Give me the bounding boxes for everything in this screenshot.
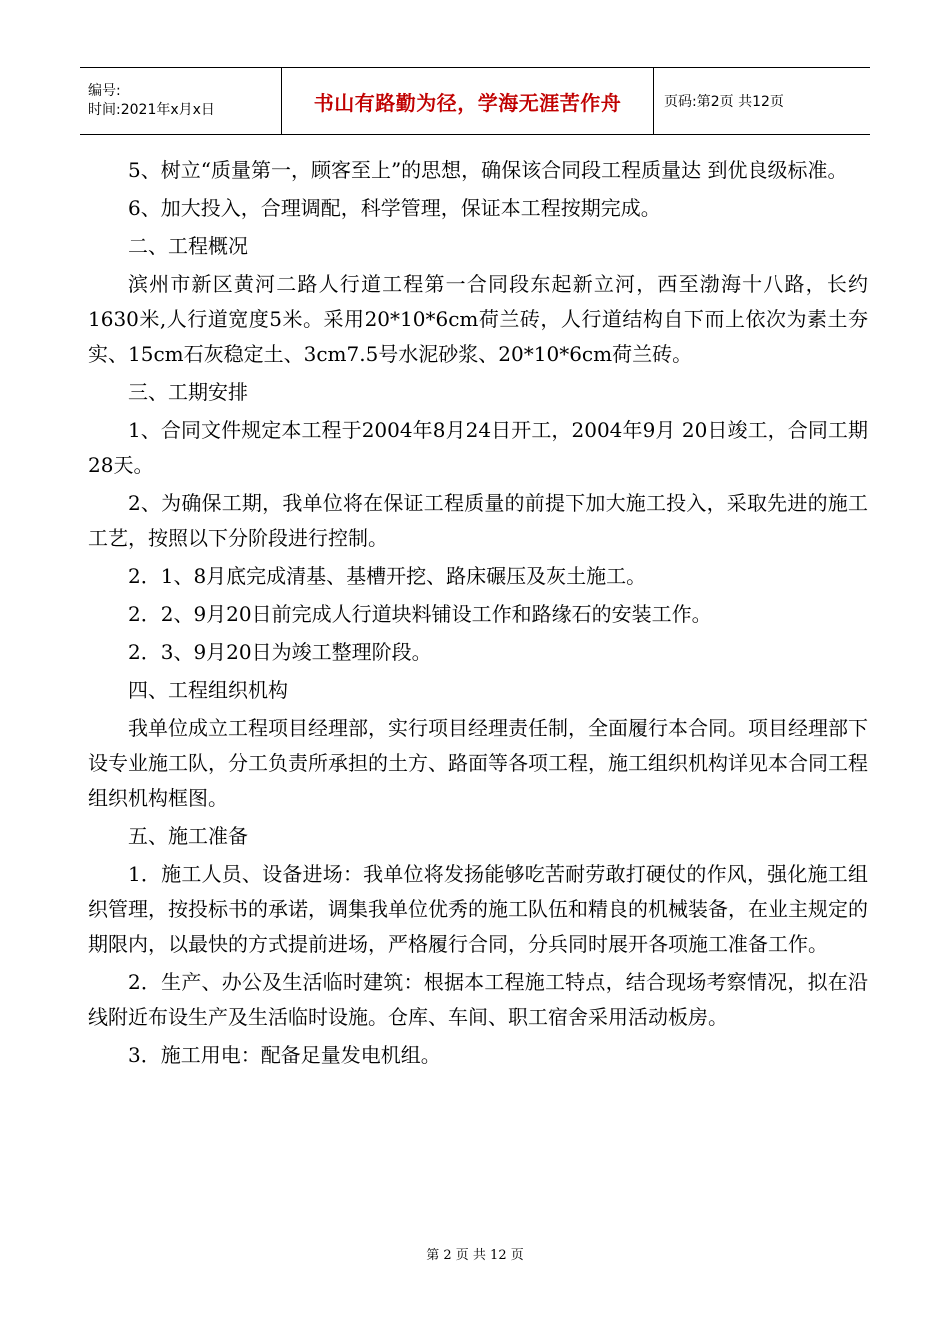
page-header [80,67,870,135]
section-heading: 四、工程组织机构 [128,678,288,702]
paragraph: 2．2、9月20日前完成人行道块料铺设工作和路缘石的安装工作。 [128,602,712,626]
header-page-cell [654,68,870,134]
paragraph: 3．施工用电：配备足量发电机组。 [128,1043,441,1067]
page-footer [0,1244,950,1263]
header-motto-cell [282,68,654,134]
paragraph: 1、合同文件规定本工程于2004年8月24日开工，2004年9月 20日竣工，合同工期28天。 [88,418,868,477]
document-body [88,153,868,1076]
section-heading: 五、施工准备 [128,824,248,848]
section-heading: 三、工期安排 [128,380,248,404]
document-number-label: 编号: [88,83,121,99]
footer-page-number: 第 2 页 共 12 页 [426,1248,524,1263]
paragraph: 6、加大投入，合理调配，科学管理，保证本工程按期完成。 [128,196,661,220]
paragraph: 2．3、9月20日为竣工整理阶段。 [128,640,432,664]
header-page-number: 页码:第2页 共12页 [664,94,784,110]
paragraph: 2、为确保工期，我单位将在保证工程质量的前提下加大施工投入，采取先进的施工工艺，按照以下分阶段进行控制。 [88,491,868,550]
section-heading: 二、工程概况 [128,234,248,258]
header-meta [80,68,282,134]
paragraph: 2．生产、办公及生活临时建筑：根据本工程施工特点，结合现场考察情况，拟在沿线附近布设生产及生活临时设施。仓库、车间、职工宿舍采用活动板房。 [88,970,868,1029]
motto-text: 书山有路勤为径，学海无涯苦作舟 [313,90,622,115]
paragraph: 滨州市新区黄河二路人行道工程第一合同段东起新立河，西至渤海十八路，长约1630米,人行道宽度5米。采用20*10*6cm荷兰砖，人行道结构自下而上依次为素土夯实、15cm石灰稳定土、3cm7.5号水泥砂浆、20*10*6cm荷兰砖。 [88,272,868,366]
document-date-label: 时间:2021年x月x日 [88,102,215,118]
paragraph: 1．施工人员、设备进场：我单位将发扬能够吃苦耐劳敢打硬仗的作风，强化施工组织管理，按投标书的承诺，调集我单位优秀的施工队伍和精良的机械装备，在业主规定的期限内，以最快的方式提前进场，严格履行合同，分兵同时展开各项施工准备工作。 [88,862,868,956]
paragraph: 我单位成立工程项目经理部，实行项目经理责任制，全面履行本合同。项目经理部下设专业施工队，分工负责所承担的土方、路面等各项工程，施工组织机构详见本合同工程组织机构框图。 [88,716,868,810]
paragraph: 2．1、8月底完成清基、基槽开挖、路床碾压及灰土施工。 [128,564,647,588]
paragraph: 5、树立“质量第一，顾客至上”的思想，确保该合同段工程质量达 到优良级标准。 [128,158,848,182]
